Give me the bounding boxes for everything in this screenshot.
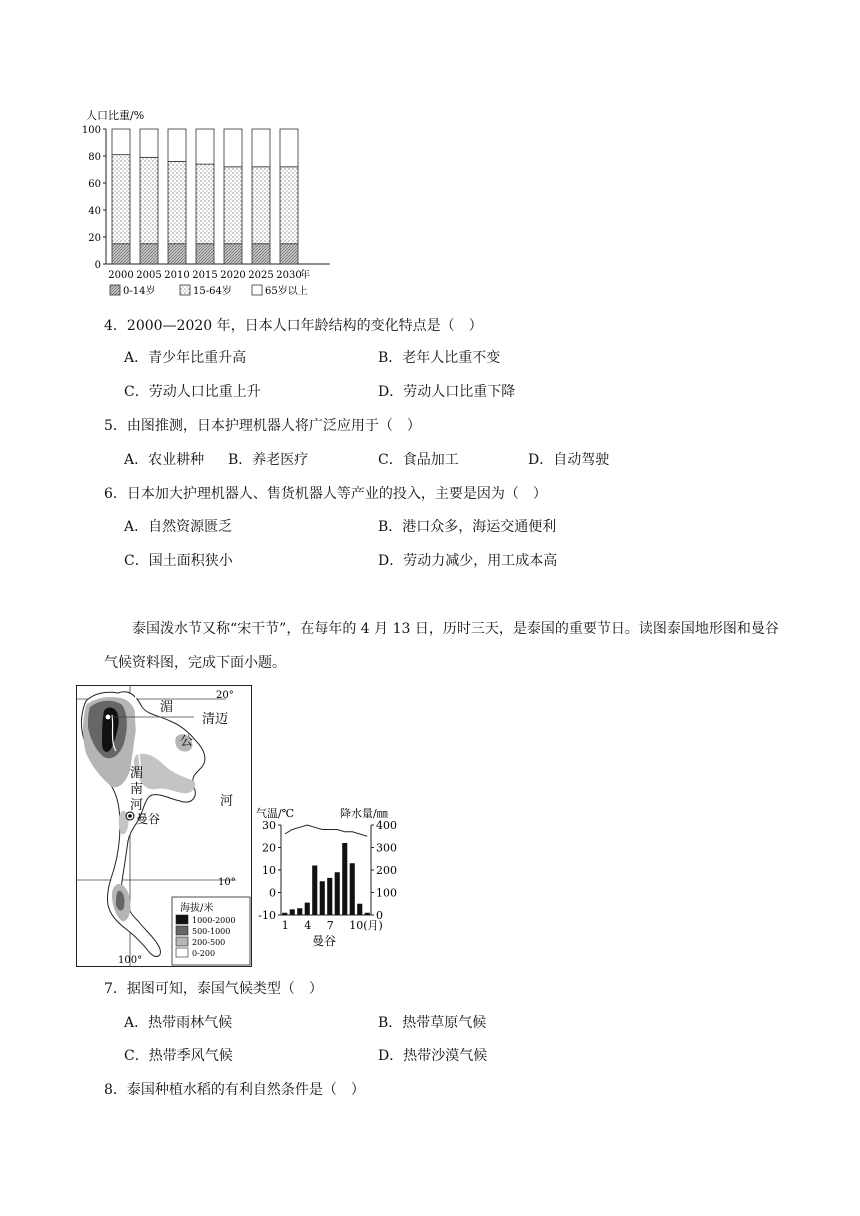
month-tick-label: 1 (281, 919, 289, 932)
y-tick-label: 80 (88, 152, 101, 163)
bar-segment-elderly (168, 129, 186, 161)
option-a[interactable]: A．农业耕种 (124, 452, 205, 468)
precip-bar (365, 913, 370, 915)
month-tick-label: 4 (304, 919, 312, 932)
x-unit-label: 年 (300, 270, 310, 281)
passage-text: 泰国泼水节又称“宋干节”，在每年的 4 月 13 日，历时三天，是泰国的重要节日。读图泰国地形图和曼谷气候资料图，完成下面小题。 (104, 621, 779, 671)
precip-bar (305, 903, 310, 915)
bar-segment-working (252, 167, 270, 244)
option-d[interactable]: D．劳动力减少，用工成本高 (378, 553, 558, 569)
temp-tick-label: 10 (262, 864, 276, 877)
bar-segment-elderly (196, 129, 214, 164)
temp-tick-label: -10 (258, 909, 276, 922)
precip-tick-label: 300 (376, 841, 397, 855)
temp-axis-label: 气温/℃ (256, 807, 295, 820)
city-label-bangkok: 曼谷 (136, 812, 161, 826)
elevation-legend (172, 897, 250, 965)
option-a[interactable]: A．热带雨林气候 (124, 1015, 233, 1031)
precip-bar (282, 913, 287, 915)
bar-segment-youth (140, 244, 158, 264)
precip-bar (290, 909, 295, 915)
precip-bar (327, 878, 332, 915)
legend-label: 0-200 (192, 949, 216, 958)
x-tick-label: 2030 (276, 270, 302, 281)
bar-segment-working (168, 161, 186, 243)
bar-segment-working (224, 167, 242, 244)
option-c[interactable]: C．食品加工 (378, 452, 459, 468)
bar-segment-youth (168, 244, 186, 264)
question-stem: 5．由图推测，日本护理机器人将广泛应用于（ ） (104, 418, 421, 434)
bar-segment-working (196, 164, 214, 244)
legend-label: 500-1000 (192, 927, 231, 936)
legend-swatch (176, 915, 188, 924)
bar-segment-elderly (280, 129, 298, 167)
legend-swatch (176, 937, 188, 946)
lat-10-label: 10° (218, 877, 236, 888)
y-tick-label: 100 (81, 125, 101, 136)
temperature-curve (285, 825, 368, 836)
precip-tick-label: 0 (376, 909, 383, 922)
legend-swatch (252, 285, 262, 295)
lat-20-label: 20° (216, 690, 234, 701)
bar-segment-working (112, 155, 130, 244)
x-tick-label: 2025 (248, 270, 274, 281)
age-structure-chart (81, 104, 344, 304)
precip-bar (342, 843, 347, 915)
thailand-terrain-map (76, 685, 252, 967)
legend-label: 1000-2000 (192, 916, 236, 925)
bangkok-marker-dot (128, 814, 132, 818)
bar-segment-elderly (112, 129, 130, 155)
precip-tick-label: 200 (376, 864, 397, 877)
legend-label: 65岁以上 (265, 286, 308, 297)
legend-label: 15-64岁 (193, 286, 232, 297)
month-tick-label: 7 (326, 919, 334, 932)
option-c[interactable]: C．国土面积狭小 (124, 553, 233, 569)
bar-segment-youth (280, 244, 298, 264)
option-c[interactable]: C．热带季风气候 (124, 1048, 233, 1064)
x-tick-label: 2010 (164, 270, 190, 281)
legend-label: 0-14岁 (123, 286, 156, 297)
x-tick-label: 2020 (220, 270, 246, 281)
lon-100-label: 100° (118, 955, 143, 966)
precip-axis-label: 降水量/㎜ (340, 807, 388, 820)
month-tick-label: 10(月) (349, 919, 383, 932)
precip-bar (297, 908, 302, 915)
bar-segment-youth (224, 244, 242, 264)
option-d[interactable]: D．自动驾驶 (528, 452, 610, 468)
bar-segment-youth (196, 244, 214, 264)
temp-tick-label: 20 (262, 841, 276, 855)
river-label-chao-1: 湄 (130, 766, 144, 781)
precip-bar (335, 872, 340, 915)
option-d[interactable]: D．热带沙漠气候 (378, 1048, 488, 1064)
river-label-mekong-3: 河 (220, 794, 234, 809)
y-tick-label: 60 (88, 179, 101, 190)
legend-swatch (110, 285, 120, 295)
bar-segment-elderly (140, 129, 158, 157)
option-a[interactable]: A．自然资源匮乏 (124, 519, 233, 535)
option-b[interactable]: B．热带草原气候 (378, 1015, 487, 1031)
bar-segment-working (140, 157, 158, 243)
bangkok-climate-chart (254, 805, 414, 955)
legend-swatch (180, 285, 190, 295)
bar-segment-elderly (252, 129, 270, 167)
legend-title: 海拔/米 (180, 903, 214, 914)
x-tick-label: 2015 (192, 270, 218, 281)
option-c[interactable]: C．劳动人口比重上升 (124, 384, 261, 400)
legend-swatch (176, 926, 188, 935)
option-d[interactable]: D．劳动人口比重下降 (378, 384, 516, 400)
river-label-chao-3: 河 (130, 798, 144, 813)
bar-segment-working (280, 167, 298, 244)
precip-tick-label: 400 (376, 819, 397, 832)
river-label-mekong-1: 湄 (160, 700, 174, 715)
precip-bar (320, 881, 325, 915)
x-tick-label: 2000 (108, 270, 134, 281)
y-tick-label: 0 (94, 260, 101, 271)
y-tick-label: 40 (88, 206, 101, 217)
legend-label: 200-500 (192, 938, 226, 947)
bar-segment-youth (252, 244, 270, 264)
temp-tick-label: 0 (269, 886, 276, 900)
option-a[interactable]: A．青少年比重升高 (124, 350, 247, 366)
river-label-chao-2: 南 (130, 782, 144, 797)
option-b[interactable]: B．港口众多，海运交通便利 (378, 519, 557, 535)
option-b[interactable]: B．养老医疗 (228, 452, 309, 468)
river-label-mekong-2: 公 (180, 734, 194, 749)
x-tick-label: 2005 (136, 270, 162, 281)
bar-segment-elderly (224, 129, 242, 167)
chart-ylabel: 人口比重/% (86, 109, 145, 122)
city-label-chiang-mai: 清迈 (202, 712, 229, 727)
precip-bar (312, 866, 317, 916)
question-stem: 7．据图可知，泰国气候类型（ ） (104, 981, 323, 997)
temp-tick-label: 30 (262, 819, 276, 832)
precip-tick-label: 100 (376, 886, 397, 900)
question-stem: 6．日本加大护理机器人、售货机器人等产业的投入，主要是因为（ ） (104, 486, 547, 502)
question-stem: 4．2000—2020 年，日本人口年龄结构的变化特点是（ ） (104, 318, 483, 334)
precip-bar (357, 904, 362, 915)
legend-swatch (176, 948, 188, 957)
bar-segment-youth (112, 244, 130, 264)
precip-bar (350, 863, 355, 915)
climate-chart-title: 曼谷 (312, 934, 337, 948)
y-tick-label: 20 (88, 233, 101, 244)
option-b[interactable]: B．老年人比重不变 (378, 350, 501, 366)
question-stem: 8．泰国种植水稻的有利自然条件是（ ） (104, 1082, 365, 1098)
